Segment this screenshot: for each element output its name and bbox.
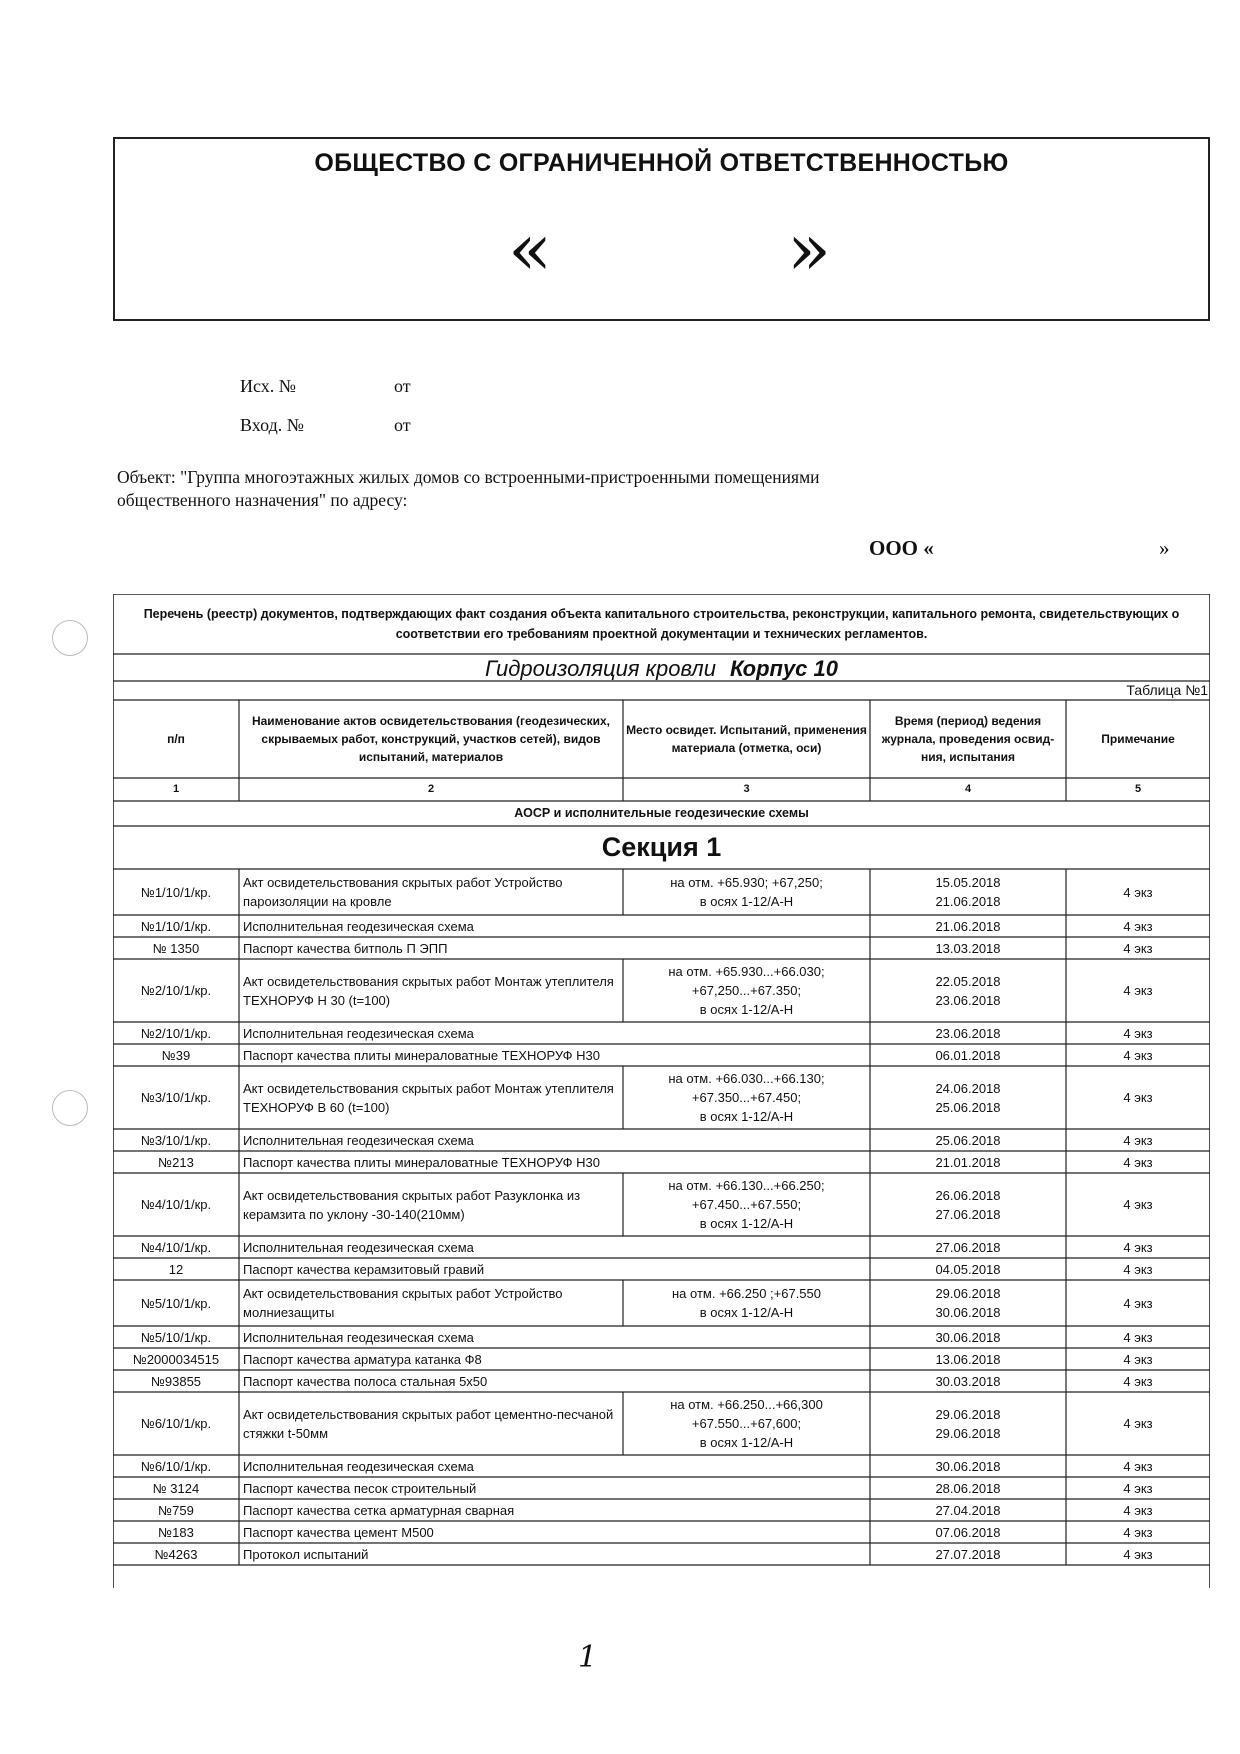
row-document-name: Паспорт качества битполь П ЭПП [243, 940, 448, 956]
row-document-name: Акт освидетельствования скрытых работ Монтаж утеплителя ТЕХНОРУФ В 60 (t=100) [243, 1080, 614, 1115]
row-number: №3/10/1/кр. [140, 1090, 212, 1105]
row-number: №6/10/1/кр. [140, 1416, 212, 1431]
row-number: № 1350 [152, 940, 200, 956]
outgoing-ref [240, 376, 411, 397]
row-document-name: Акт освидетельствования скрытых работ цементно-песчаной стяжки t-50мм [243, 1406, 614, 1441]
row-date: 06.01.2018 [935, 1047, 1001, 1063]
column-header-1: п/п [167, 732, 185, 746]
company-suffix: » [1159, 536, 1170, 560]
row-document-name: Паспорт качества керамзитовый гравий [243, 1261, 485, 1277]
quote-open: « [508, 207, 553, 291]
row-document-name: Исполнительная геодезическая схема [243, 1132, 474, 1148]
column-header-5: Примечание [1101, 732, 1175, 746]
row-number: №759 [158, 1502, 194, 1518]
row-note: 4 экз [1123, 1295, 1153, 1311]
row-note: 4 экз [1123, 1351, 1153, 1367]
row-document-name: Исполнительная геодезическая схема [243, 1025, 474, 1041]
row-document-name: Акт освидетельствования скрытых работ Устройство пароизоляции на кровле [243, 875, 563, 909]
row-document-name: Протокол испытаний [243, 1546, 369, 1562]
row-document-name: Паспорт качества полоса стальная 5х50 [243, 1373, 488, 1389]
organization-title: ОБЩЕСТВО С ОГРАНИЧЕННОЙ ОТВЕТСТВЕННОСТЬЮ [314, 149, 1009, 177]
row-date: 23.06.2018 [935, 1025, 1001, 1041]
row-number: 12 [168, 1261, 184, 1277]
row-date: 24.06.2018 25.06.2018 [935, 1080, 1001, 1115]
row-date: 28.06.2018 [935, 1480, 1001, 1496]
company-name [869, 536, 1169, 561]
row-location: на отм. +66.250 ;+67.550 в осях 1-12/А-Н [671, 1286, 821, 1320]
incoming-ref [240, 415, 411, 436]
row-number: №39 [161, 1047, 191, 1063]
row-document-name: Акт освидетельствования скрытых работ Монтаж утеплителя ТЕХНОРУФ Н 30 (t=100) [243, 973, 614, 1008]
company-prefix: ООО « [869, 536, 934, 560]
section-label: АОСР и исполнительные геодезические схемы [514, 806, 809, 820]
row-document-name: Паспорт качества песок строительный [243, 1480, 477, 1496]
row-number: №2/10/1/кр. [140, 983, 212, 998]
column-number-3: 3 [743, 783, 750, 795]
row-location: на отм. +65.930...+66.030; +67,250...+67.350; в осях 1-12/А-Н [668, 964, 825, 1017]
organization-header [113, 137, 1210, 321]
row-number: №213 [158, 1154, 194, 1170]
column-header-4: Время (период) ведения журнала, проведения освид-ния, испытания [881, 714, 1055, 764]
register-subtitle [113, 656, 1210, 680]
row-document-name: Исполнительная геодезическая схема [243, 1239, 474, 1255]
quote-close: » [787, 207, 832, 291]
row-number: №2000034515 [132, 1351, 220, 1367]
row-location: на отм. +66.250...+66,300 +67.550...+67,600; в осях 1-12/А-Н [670, 1397, 823, 1450]
row-note: 4 экз [1123, 1502, 1153, 1518]
row-date: 21.06.2018 [935, 918, 1001, 934]
row-note: 4 экз [1123, 1546, 1153, 1562]
row-note: 4 экз [1123, 1239, 1153, 1255]
row-note: 4 экз [1123, 918, 1153, 934]
row-note: 4 экз [1123, 884, 1153, 900]
row-note: 4 экз [1123, 1047, 1153, 1063]
row-document-name: Паспорт качества плиты минераловатные ТЕХНОРУФ Н30 [243, 1154, 601, 1170]
row-number: №2/10/1/кр. [140, 1025, 212, 1041]
row-number: №183 [158, 1524, 194, 1540]
row-note: 4 экз [1123, 1458, 1153, 1474]
row-note: 4 экз [1123, 1132, 1153, 1148]
row-date: 22.05.2018 23.06.2018 [935, 973, 1001, 1008]
row-note: 4 экз [1123, 1197, 1153, 1212]
row-number: №1/10/1/кр. [140, 918, 212, 934]
row-note: 4 экз [1123, 1025, 1153, 1041]
row-date: 30.06.2018 [935, 1329, 1001, 1345]
row-date: 30.06.2018 [935, 1458, 1001, 1474]
subtitle-building: Корпус 10 [729, 656, 838, 680]
column-number-2: 2 [427, 783, 435, 795]
row-document-name: Исполнительная геодезическая схема [243, 918, 474, 934]
register-table [113, 594, 1210, 1588]
row-date: 07.06.2018 [935, 1524, 1001, 1540]
row-document-name: Исполнительная геодезическая схема [243, 1458, 474, 1474]
row-location: на отм. +65.930; +67,250; в осях 1-12/А-Н [670, 875, 823, 909]
row-date: 27.06.2018 [935, 1239, 1001, 1255]
column-number-5: 5 [1134, 783, 1142, 795]
outgoing-label: Исх. № [240, 376, 296, 396]
row-note: 4 экз [1123, 1480, 1153, 1496]
row-date: 25.06.2018 [935, 1132, 1001, 1148]
row-document-name: Паспорт качества плиты минераловатные ТЕХНОРУФ Н30 [243, 1047, 601, 1063]
row-number: №4/10/1/кр. [140, 1197, 212, 1212]
row-date: 27.04.2018 [935, 1502, 1001, 1518]
row-date: 27.07.2018 [935, 1546, 1001, 1562]
row-number: №5/10/1/кр. [140, 1329, 212, 1345]
punch-hole-mark [52, 620, 88, 656]
row-date: 15.05.2018 21.06.2018 [935, 875, 1001, 909]
column-number-1: 1 [172, 783, 180, 795]
row-document-name: Акт освидетельствования скрытых работ Разуклонка из керамзита по уклону -30-140(210мм) [243, 1187, 581, 1222]
row-location: на отм. +66.130...+66.250; +67.450...+67.550; в осях 1-12/А-Н [668, 1178, 825, 1231]
row-note: 4 экз [1123, 1154, 1153, 1170]
row-document-name: Паспорт качества сетка арматурная сварная [243, 1502, 515, 1518]
subtitle-work-type: Гидроизоляция кровли [485, 656, 716, 680]
section-title: Секция 1 [601, 832, 722, 862]
row-number: №4/10/1/кр. [140, 1239, 212, 1255]
row-date: 29.06.2018 29.06.2018 [935, 1406, 1001, 1441]
row-note: 4 экз [1123, 1373, 1153, 1389]
row-document-name: Акт освидетельствования скрытых работ Устройство молниезащиты [243, 1286, 563, 1320]
row-note: 4 экз [1123, 1261, 1153, 1277]
row-number: №1/10/1/кр. [140, 884, 212, 900]
row-number: №93855 [150, 1373, 202, 1389]
row-number: № 3124 [152, 1480, 200, 1496]
row-document-name: Паспорт качества арматура катанка Ф8 [243, 1351, 482, 1367]
register-title: Перечень (реестр) документов, подтверждающих факт создания объекта капитального строительства, реконструкции, капитального ремонта, свидетельствующих о соответствии его требованиям проектной документации и технических регламентов. [143, 607, 1180, 641]
row-date: 30.03.2018 [935, 1373, 1001, 1389]
row-date: 04.05.2018 [935, 1261, 1001, 1277]
outgoing-date-label: от [394, 376, 411, 396]
row-note: 4 экз [1123, 1329, 1153, 1345]
row-note: 4 экз [1123, 983, 1153, 998]
row-note: 4 экз [1123, 1090, 1153, 1105]
row-date: 13.03.2018 [935, 940, 1001, 956]
row-date: 21.01.2018 [935, 1154, 1001, 1170]
punch-hole-mark [52, 1090, 88, 1126]
row-number: №5/10/1/кр. [140, 1295, 212, 1311]
column-header-2: Наименование актов освидетельствования (геодезических, скрываемых работ, конструкций, участков сетей), видов испытаний, материалов [251, 714, 611, 764]
row-location: на отм. +66.030...+66.130; +67.350...+67.450; в осях 1-12/А-Н [668, 1071, 825, 1124]
object-description: Объект: "Группа многоэтажных жилых домов со встроенными-пристроенными помещениями общественного назначения" по адресу: [117, 467, 820, 510]
row-note: 4 экз [1123, 1524, 1153, 1540]
row-date: 26.06.2018 27.06.2018 [935, 1187, 1001, 1222]
row-document-name: Исполнительная геодезическая схема [243, 1329, 474, 1345]
page-number: 1 [578, 1640, 598, 1675]
incoming-label: Вход. № [240, 415, 304, 435]
table-number: Таблица №1 [1126, 682, 1208, 698]
row-document-name: Паспорт качества цемент М500 [243, 1524, 434, 1540]
column-number-4: 4 [964, 783, 972, 795]
row-number: №3/10/1/кр. [140, 1132, 212, 1148]
row-date: 13.06.2018 [935, 1351, 1001, 1367]
row-note: 4 экз [1123, 940, 1153, 956]
row-note: 4 экз [1123, 1416, 1153, 1431]
column-header-3: Место освидет. Испытаний, применения материала (отметка, оси) [626, 723, 867, 755]
row-date: 29.06.2018 30.06.2018 [935, 1286, 1001, 1320]
row-number: №4263 [154, 1546, 198, 1562]
row-number: №6/10/1/кр. [140, 1458, 212, 1474]
incoming-date-label: от [394, 415, 411, 435]
